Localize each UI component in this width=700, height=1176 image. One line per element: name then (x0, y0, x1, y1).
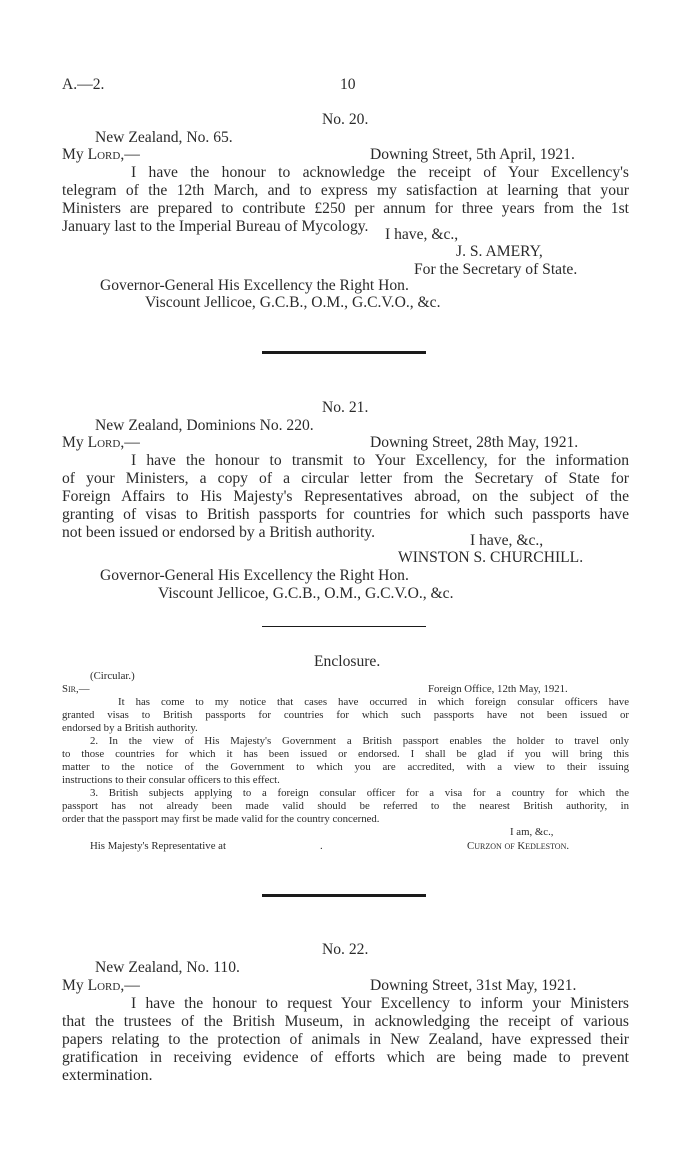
enclosure-addressee: His Majesty's Representative at (90, 840, 226, 852)
body-line: I have the honour to acknowledge the receipt of Your Excellency's (131, 164, 629, 181)
page-number: 10 (340, 76, 356, 93)
salutation-lord: Lord,— (87, 146, 140, 163)
salutation (62, 433, 140, 452)
enclosure-body-line: 3. British subjects applying to a foreign consular officer for a visa for a country for which the (90, 787, 629, 799)
enclosure-closing: I am, &c., (510, 826, 554, 838)
enclosure-body-line: passport has not already been made valid should be referred to the nearest British authority, in (62, 800, 629, 812)
section-divider (262, 894, 426, 897)
salutation (62, 145, 140, 164)
closing: I have, &c., (385, 226, 459, 243)
place-date: Downing Street, 31st May, 1921. (370, 977, 577, 994)
document-reference: A.—2. (62, 76, 105, 93)
enclosure-title: Enclosure. (314, 653, 381, 670)
circular-label: (Circular.) (90, 670, 135, 682)
enclosure-divider (262, 626, 426, 627)
letter-addressee: New Zealand, No. 65. (95, 129, 233, 146)
enclosure-body-line: It has come to my notice that cases have occurred in which foreign consular officers have (118, 696, 629, 708)
salutation-lord: Lord,— (87, 434, 140, 451)
salutation-my: My (62, 977, 84, 994)
enclosure-body-line: matter to the notice of the Government to which you are accredited, with a view to their issuing (62, 761, 629, 773)
enclosure-salutation: Sir,— (62, 683, 90, 695)
letter-number: No. 21. (322, 399, 369, 416)
recipient-line: Governor-General His Excellency the Right Hon. (100, 277, 409, 294)
enclosure-place-date: Foreign Office, 12th May, 1921. (428, 683, 568, 695)
signature-title: For the Secretary of State. (414, 261, 578, 278)
place-date: Downing Street, 5th April, 1921. (370, 146, 575, 163)
enclosure-body-line: to those countries for which it has been issued or endorsed. I shall be glad if you will bring this (62, 748, 629, 760)
body-line: Foreign Affairs to His Majesty's Representatives abroad, on the subject of the (62, 488, 629, 505)
salutation-my: My (62, 146, 84, 163)
salutation-my: My (62, 434, 84, 451)
letter-addressee: New Zealand, Dominions No. 220. (95, 417, 314, 434)
enclosure-body-line: 2. In the view of His Majesty's Government a British passport enables the holder to travel only (90, 735, 629, 747)
enclosure-body-line: instructions to their consular officers to this effect. (62, 774, 280, 786)
enclosure-addressee-blank: . (320, 840, 323, 852)
letter-addressee: New Zealand, No. 110. (95, 959, 240, 976)
enclosure-body-line: granted visas to British passports for countries for which such passports have not been issued or (62, 709, 629, 721)
body-line: I have the honour to request Your Excellency to inform your Ministers (131, 995, 629, 1012)
body-line: of your Ministers, a copy of a circular letter from the Secretary of State for (62, 470, 629, 487)
recipient-line: Viscount Jellicoe, G.C.B., O.M., G.C.V.O., &c. (158, 585, 454, 602)
signature: WINSTON S. CHURCHILL. (398, 549, 584, 566)
body-line: I have the honour to transmit to Your Excellency, for the information (131, 452, 629, 469)
body-line: extermination. (62, 1067, 153, 1084)
place-date: Downing Street, 28th May, 1921. (370, 434, 579, 451)
body-line: Ministers are prepared to contribute £250 per annum for three years from the 1st (62, 200, 629, 217)
body-line: granting of visas to British passports for countries for which such passports have (62, 506, 629, 523)
letter-number: No. 22. (322, 941, 369, 958)
salutation-lord: Lord,— (87, 977, 140, 994)
body-line: papers relating to the protection of animals in New Zealand, have expressed their (62, 1031, 629, 1048)
salutation (62, 976, 140, 995)
enclosure-signature: Curzon of Kedleston. (467, 840, 570, 852)
body-line: not been issued or endorsed by a British authority. (62, 524, 375, 541)
recipient-line: Governor-General His Excellency the Right Hon. (100, 567, 409, 584)
enclosure-body-line: order that the passport may first be made valid for the country concerned. (62, 813, 380, 825)
signature: J. S. AMERY, (456, 243, 543, 260)
body-line: gratification in receiving evidence of efforts which are being made to prevent (62, 1049, 629, 1066)
closing: I have, &c., (470, 532, 544, 549)
letter-number: No. 20. (322, 111, 369, 128)
enclosure-body-line: endorsed by a British authority. (62, 722, 198, 734)
section-divider (262, 351, 426, 354)
body-line: telegram of the 12th March, and to express my satisfaction at learning that your (62, 182, 629, 199)
body-line: January last to the Imperial Bureau of Mycology. (62, 218, 369, 235)
body-line: that the trustees of the British Museum, in acknowledging the receipt of various (62, 1013, 629, 1030)
recipient-line: Viscount Jellicoe, G.C.B., O.M., G.C.V.O., &c. (145, 294, 441, 311)
